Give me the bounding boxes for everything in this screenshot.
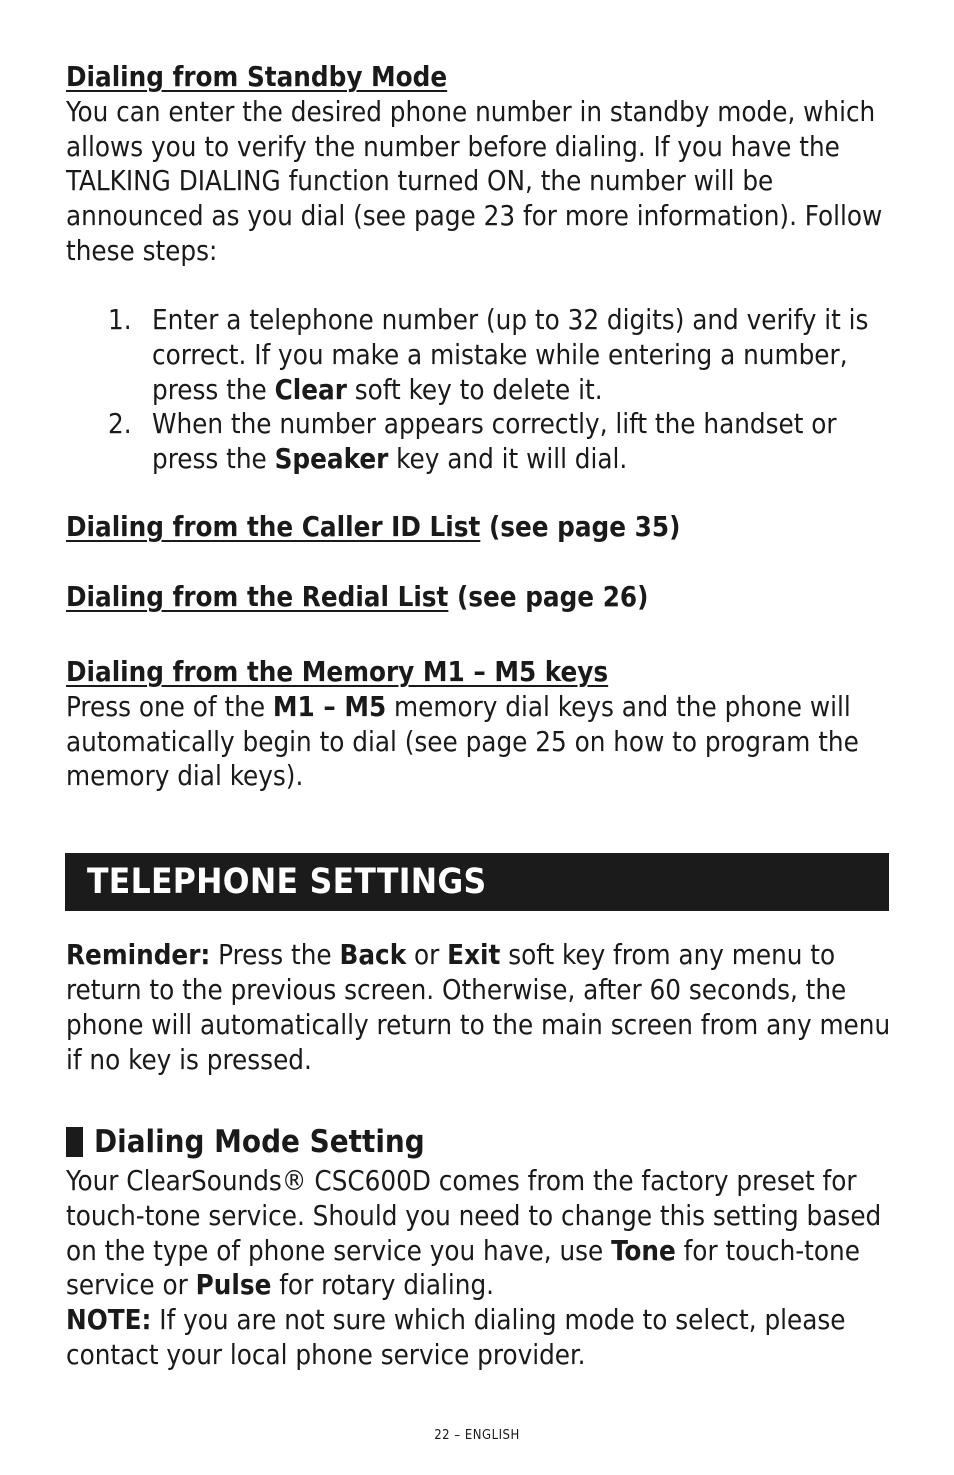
callerid-heading: Dialing from the Caller ID List [66,511,481,543]
step-number: 2. [108,408,132,441]
memory-paragraph: Press one of the M1 – M5 memory dial keys and the phone will automatically begin to dial (see page 25 on how to program the memory dial keys). [66,690,859,793]
memory-heading: Dialing from the Memory M1 – M5 keys [66,656,609,688]
redial-page-ref: (see page 26) [456,581,649,613]
callerid-heading-line [66,510,896,545]
note-label: NOTE: [66,1304,152,1337]
exit-key-label: Exit [447,939,501,971]
note-text: If you are not sure which dialing mode to select, please contact your local phone service provider. [66,1304,846,1371]
clear-key-label: Clear [274,373,347,406]
reminder-label: Reminder: [66,939,211,971]
memory-section [66,655,896,794]
standby-heading: Dialing from Standby Mode [66,61,448,93]
speaker-key-label: Speaker [274,443,389,476]
standby-paragraph: You can enter the desired phone number in standby mode, which allows you to verify the number before dialing. If you have the TALKING DIALING function turned ON, the number will be announced as you dial (see page 23 for more information). Follow these steps: [66,95,883,267]
section-marker-icon [66,1127,83,1157]
tone-label: Tone [611,1234,676,1267]
dialing-mode-heading-line [66,1124,425,1160]
redial-heading-line [66,580,896,615]
redial-heading: Dialing from the Redial List [66,581,449,613]
pulse-label: Pulse [195,1269,272,1302]
page-footer: 22 – ENGLISH [434,1428,520,1443]
callerid-page-ref: (see page 35) [488,511,681,543]
step-text: Enter a telephone number (up to 32 digits) and verify it is correct. If you make a mistake while entering a number, press the Clear soft key to delete it. [152,304,869,406]
list-item [108,407,908,477]
standby-steps [108,303,908,477]
dialing-mode-paragraph: Your ClearSounds® CSC600D comes from the factory preset for touch-tone service. Should you need to change this setting based on the type of phone service you have, use Tone for touch-tone service or Pulse for rotary dialing. NOTE: If you are not sure which dialing mode to select, please contact your local phone service provider. [66,1165,882,1371]
reminder-paragraph: Reminder: Press the Back or Exit soft key from any menu to return to the previous screen. Otherwise, after 60 seconds, the phone will automatically return to the main screen from any menu if no key is pressed. [66,939,891,1076]
memory-keys-label: M1 – M5 [272,690,387,723]
step-text: When the number appears correctly, lift the handset or press the Speaker key and it will dial. [152,408,837,476]
dialing-mode-heading: Dialing Mode Setting [94,1124,425,1160]
back-key-label: Back [339,939,407,971]
standby-section [66,60,896,269]
list-item [108,303,908,407]
step-number: 1. [108,304,132,336]
section-banner: TELEPHONE SETTINGS [65,853,889,911]
